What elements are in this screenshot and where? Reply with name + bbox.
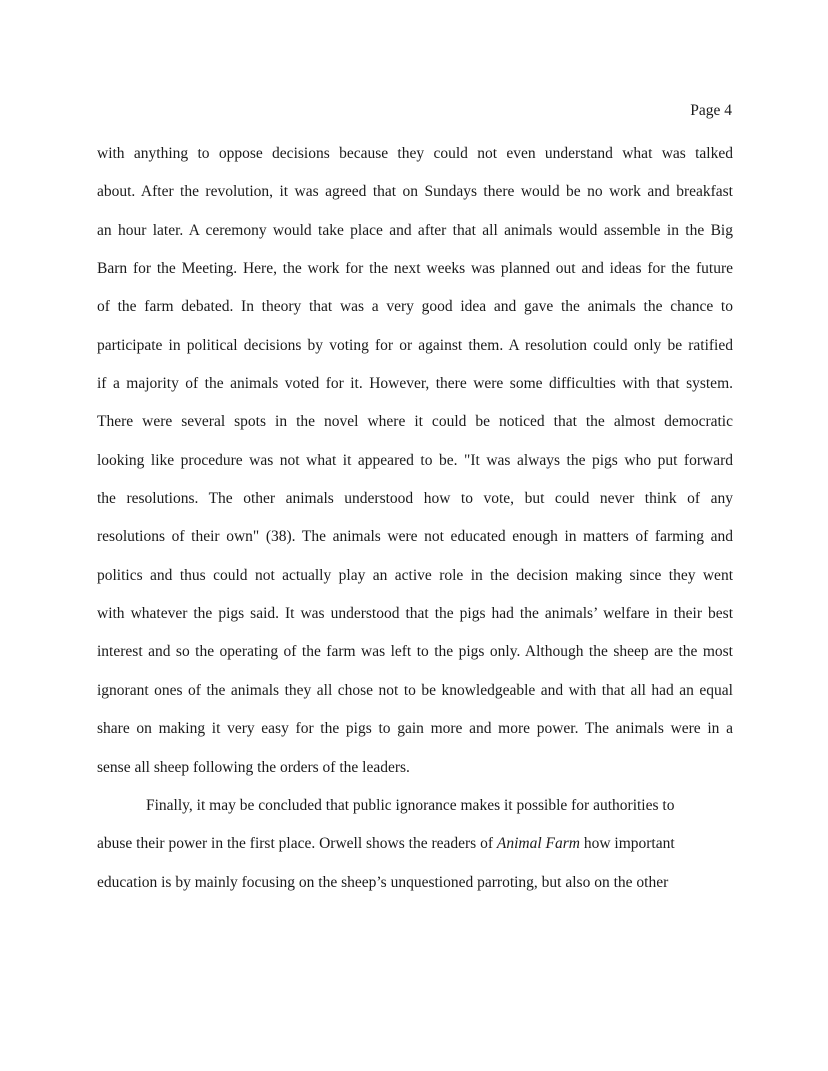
body-text	[97, 142, 733, 909]
text-line: Finally, it may be concluded that public ignorance makes it possible for authorities to	[146, 796, 675, 814]
text-line: share on making it very easy for the pigs to gain more and more power. The animals were in a	[97, 720, 733, 738]
text-line: ignorant ones of the animals they all chose not to be knowledgeable and with that all had an equal	[97, 681, 733, 699]
text-line: Barn for the Meeting. Here, the work for the next weeks was planned out and ideas for the future	[97, 260, 733, 278]
text-line: if a majority of the animals voted for it. However, there were some difficulties with that system.	[97, 375, 733, 393]
text-segment: how important	[579, 835, 675, 853]
text-line: education is by mainly focusing on the sheep’s unquestioned parroting, but also on the other	[97, 873, 669, 891]
text-line: looking like procedure was not what it appeared to be. "It was always the pigs who put forward	[97, 451, 733, 469]
text-line: participate in political decisions by voting for or against them. A resolution could only be ratified	[97, 336, 733, 354]
page-number: Page 4	[690, 102, 732, 119]
text-line: There were several spots in the novel where it could be noticed that the almost democratic	[97, 413, 733, 431]
paragraph-1	[97, 142, 733, 794]
text-line: interest and so the operating of the farm was left to the pigs only. Although the sheep are the most	[97, 643, 733, 661]
text-line: resolutions of their own" (38). The animals were not educated enough in matters of farming and	[97, 528, 733, 546]
book-title: Animal Farm	[496, 835, 580, 853]
text-line-with-title	[97, 832, 733, 870]
text-line: about. After the revolution, it was agreed that on Sundays there would be no work and breakfast	[97, 183, 733, 201]
text-line: politics and thus could not actually play an active role in the decision making since they went	[97, 566, 733, 584]
text-line: with whatever the pigs said. It was understood that the pigs had the animals’ welfare in their best	[97, 605, 733, 623]
text-line: the resolutions. The other animals understood how to vote, but could never think of any	[97, 490, 733, 508]
text-line: of the farm debated. In theory that was a very good idea and gave the animals the chance to	[97, 298, 733, 316]
text-line: an hour later. A ceremony would take place and after that all animals would assemble in the Big	[97, 221, 733, 239]
text-segment: abuse their power in the first place. Orwell shows the readers of	[97, 835, 497, 853]
text-line: sense all sheep following the orders of the leaders.	[97, 758, 410, 776]
text-line: with anything to oppose decisions because they could not even understand what was talked	[97, 145, 733, 162]
paragraph-2	[97, 794, 733, 909]
